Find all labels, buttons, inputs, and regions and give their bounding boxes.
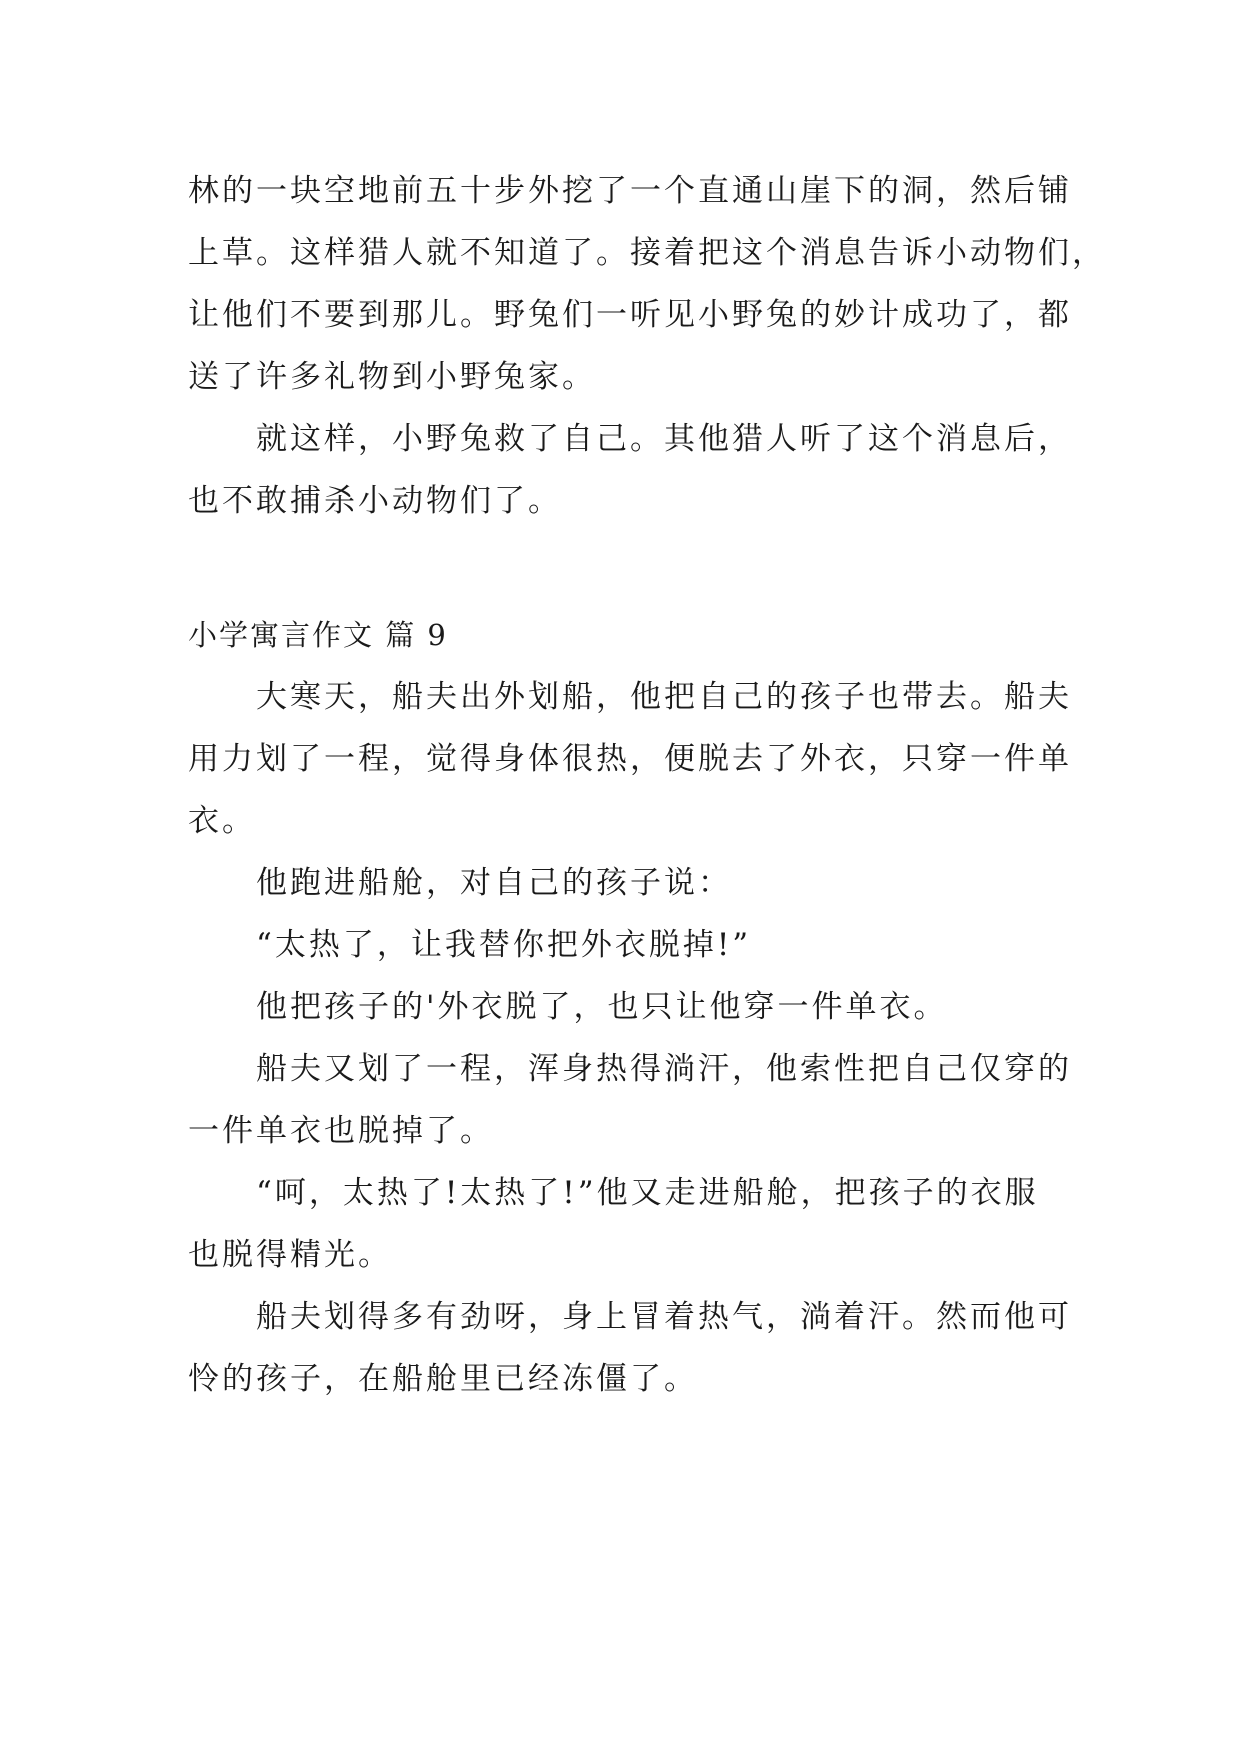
paragraph [188, 976, 1068, 1038]
text-line: 衣。 [188, 803, 256, 839]
paragraph [188, 666, 1072, 852]
text-line: 他跑进船舱，对自己的孩子说： [256, 865, 732, 901]
paragraph [188, 1286, 1072, 1410]
text-line: 船夫又划了一程，浑身热得淌汗，他索性把自己仅穿的 [256, 1051, 1072, 1087]
text-line: 一件单衣也脱掉了。 [188, 1113, 494, 1149]
text-line: 让他们不要到那儿。野兔们一听见小野兔的妙计成功了，都 [188, 297, 1072, 333]
text-line: 他把孩子的'外衣脱了，也只让他穿一件单衣。 [256, 989, 948, 1025]
text-line: 用力划了一程，觉得身体很热，便脱去了外衣，只穿一件单 [188, 741, 1072, 777]
paragraph [188, 160, 1106, 408]
text-line: 就这样，小野兔救了自己。其他猎人听了这个消息后， [256, 421, 1072, 457]
text-line: 送了许多礼物到小野兔家。 [188, 359, 596, 395]
text-line: 上草。这样猎人就不知道了。接着把这个消息告诉小动物们， [188, 235, 1106, 271]
document-body [188, 160, 1106, 1410]
text-line: 怜的孩子，在船舱里已经冻僵了。 [188, 1361, 698, 1397]
text-line: 也脱得精光。 [188, 1237, 392, 1273]
text-line: “呵，太热了!太热了!”他又走进船舱，把孩子的衣服 [256, 1175, 1039, 1211]
paragraph [188, 852, 1068, 914]
paragraph [188, 1162, 1068, 1286]
text-line: 船夫划得多有劲呀，身上冒着热气，淌着汗。然而他可 [256, 1299, 1072, 1335]
section-spacer [188, 532, 1068, 604]
text-line: 林的一块空地前五十步外挖了一个直通山崖下的洞，然后铺 [188, 173, 1072, 209]
section-heading: 小学寓言作文 篇 9 [188, 618, 448, 652]
paragraph [188, 408, 1072, 532]
text-line: 大寒天，船夫出外划船，他把自己的孩子也带去。船夫 [256, 679, 1072, 715]
text-line: 也不敢捕杀小动物们了。 [188, 483, 562, 519]
paragraph [188, 1038, 1072, 1162]
paragraph [188, 914, 1068, 976]
text-line: “太热了，让我替你把外衣脱掉!” [256, 927, 752, 963]
